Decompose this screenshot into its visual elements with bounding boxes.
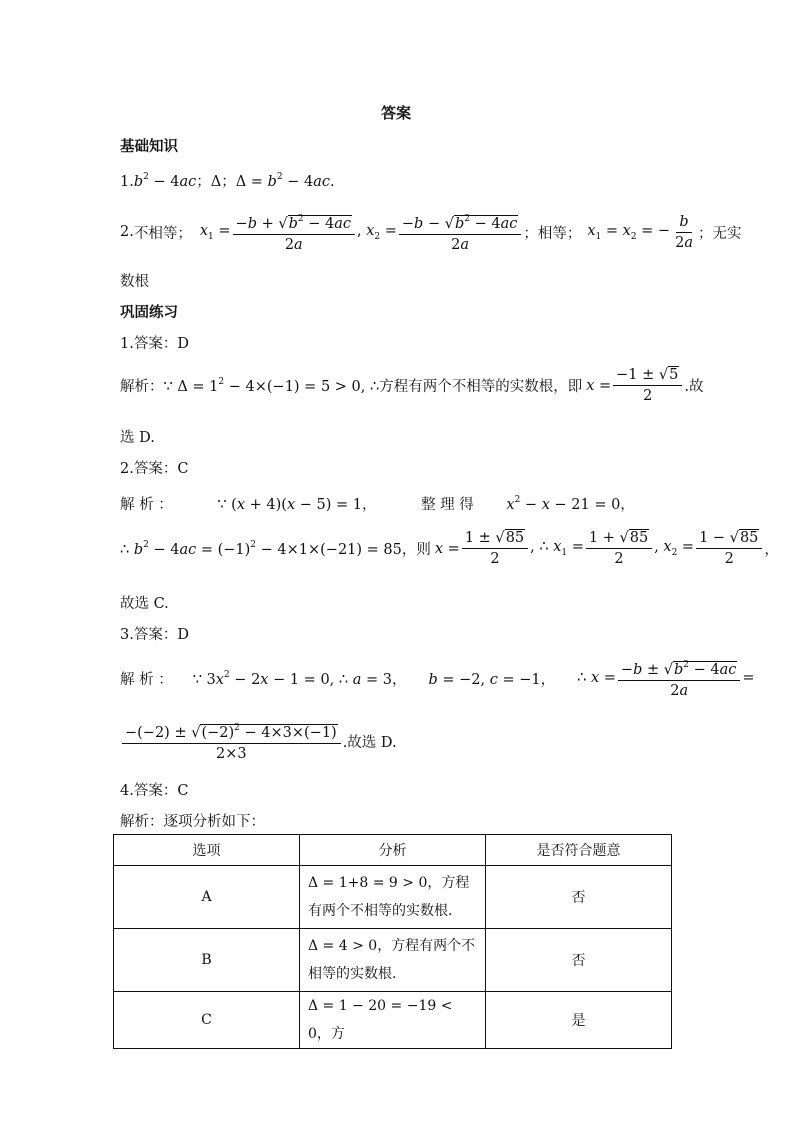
- q1-answer: 1.答案：D: [120, 336, 189, 352]
- item-1-sep1: ；: [196, 174, 211, 190]
- q2-analysis: 解 析 ： ∵ (x + 4)(x − 5) = 1， 整 理 得 $x^2 - x - 21 = 0$，: [120, 495, 635, 513]
- q1-analysis-prefix: 解析：: [120, 379, 164, 395]
- item-2-label-b: ；相等；: [523, 225, 582, 242]
- page-title: 答案: [381, 104, 412, 122]
- item-2-label-c: ；无实: [697, 225, 742, 242]
- q3-analysis-prefix: 解 析 ：: [120, 671, 173, 688]
- table-cell-option: A: [114, 866, 300, 929]
- item-2-cont: 数根: [120, 274, 149, 290]
- q2-cont: 故选 C.: [120, 596, 169, 612]
- table-header-analysis: 分析: [300, 835, 486, 866]
- table-cell-result: 否: [486, 866, 672, 929]
- table-cell-analysis-text: ，方: [316, 1026, 345, 1042]
- table-header-row: [114, 835, 672, 866]
- table-row: [114, 992, 672, 1049]
- q3-answer: 3.答案：D: [120, 627, 189, 643]
- item-1-delta: Δ: [210, 174, 222, 190]
- q1-analysis-text: 方程有两个不相等的实数根，即: [379, 379, 583, 395]
- q4-analysis: 解析：逐项分析如下：: [120, 814, 265, 830]
- q3-end: .故选 D.: [342, 734, 397, 751]
- analysis-table: [113, 834, 672, 1049]
- q2-line2: ∴ $b^2 - 4ac = (-1)^2 - 4\times 1\times(-21) = 85$ ，则 x = $\frac{1 \pm √85}{2}$ , ∴ $x_1$ = $\frac{1 + √85}{2}$ , $x_2$ = $\frac{1 - √85}{2}$ ，: [120, 530, 779, 567]
- table-row: [114, 929, 672, 992]
- q1-analysis-end: .故: [684, 379, 704, 395]
- table-header-option: 选项: [114, 835, 300, 866]
- table-cell-analysis: Δ = 4 > 0，方程有两个不相等的实数根.: [300, 929, 486, 992]
- q2-analysis-prefix: 解 析 ：: [120, 497, 173, 513]
- table-cell-result: 否: [486, 929, 672, 992]
- table-cell-option: C: [114, 992, 300, 1049]
- table-cell-result: 是: [486, 992, 672, 1049]
- q2-answer: 2.答案：C: [120, 461, 189, 477]
- item-1-sep3: .: [329, 174, 335, 190]
- q4-answer: 4.答案：C: [120, 783, 189, 799]
- q2-then: ，则: [401, 542, 431, 558]
- table-row: [114, 866, 672, 929]
- q1-cont: 选 D.: [120, 430, 155, 446]
- section-heading-practice: 巩固练习: [120, 304, 178, 321]
- table-cell-analysis-text: ，方程有两个不相等的实数根.: [308, 875, 470, 919]
- table-cell-analysis: Δ = 1 − 20 = −19 < 0，方: [300, 992, 486, 1049]
- table-header-result: 是否符合题意: [486, 835, 672, 866]
- q3-analysis: 解 析 ： ∵ $3x^2 - 2x - 1 = 0$, ∴ a = 3， b = −2, c = −1， ∴ x = $\frac{-b \pm √b^2 - 4ac}{2a}$ =: [120, 657, 755, 699]
- q1-analysis: 解析： ∵ $\Delta = 1^2 - 4\times(-1) = 5 > 0$, ∴ 方程有两个不相等的实数根，即 x = $\frac{-1 \pm √5}{2}$ .故: [120, 367, 704, 404]
- section-heading-basics: 基础知识: [120, 138, 178, 155]
- table-cell-analysis: Δ = 1+8 = 9 > 0，方程有两个不相等的实数根.: [300, 866, 486, 929]
- item-1: $1.b^2 - 4ac$；Δ；$\Delta = b^2 - 4ac$.: [120, 172, 335, 190]
- q2-arrange: 整 理 得: [421, 497, 474, 513]
- item-1-sep2: ；: [221, 174, 236, 190]
- item-2: 2. 不相等； $x_1$ = $\frac{-b + √b^2 - 4ac}{2a}$ , $x_2$ = $\frac{-b - √b^2 - 4ac}{2a}$ ；相等； $x_1 = x_2$ = − $\frac{b}{2a}$ ；无实: [120, 211, 741, 253]
- item-1-num: 1.: [120, 174, 134, 190]
- table-cell-option: B: [114, 929, 300, 992]
- table-cell-analysis-text: ，方程有两个不相等的实数根.: [308, 938, 476, 982]
- item-2-label-a: 不相等；: [133, 225, 192, 242]
- q3-line2: $\frac{-(-2) \pm √(-2)^2 - 4\times 3\times(-1)}{2\times 3}$ .故选 D.: [120, 720, 397, 762]
- item-2-num: 2.: [120, 224, 134, 240]
